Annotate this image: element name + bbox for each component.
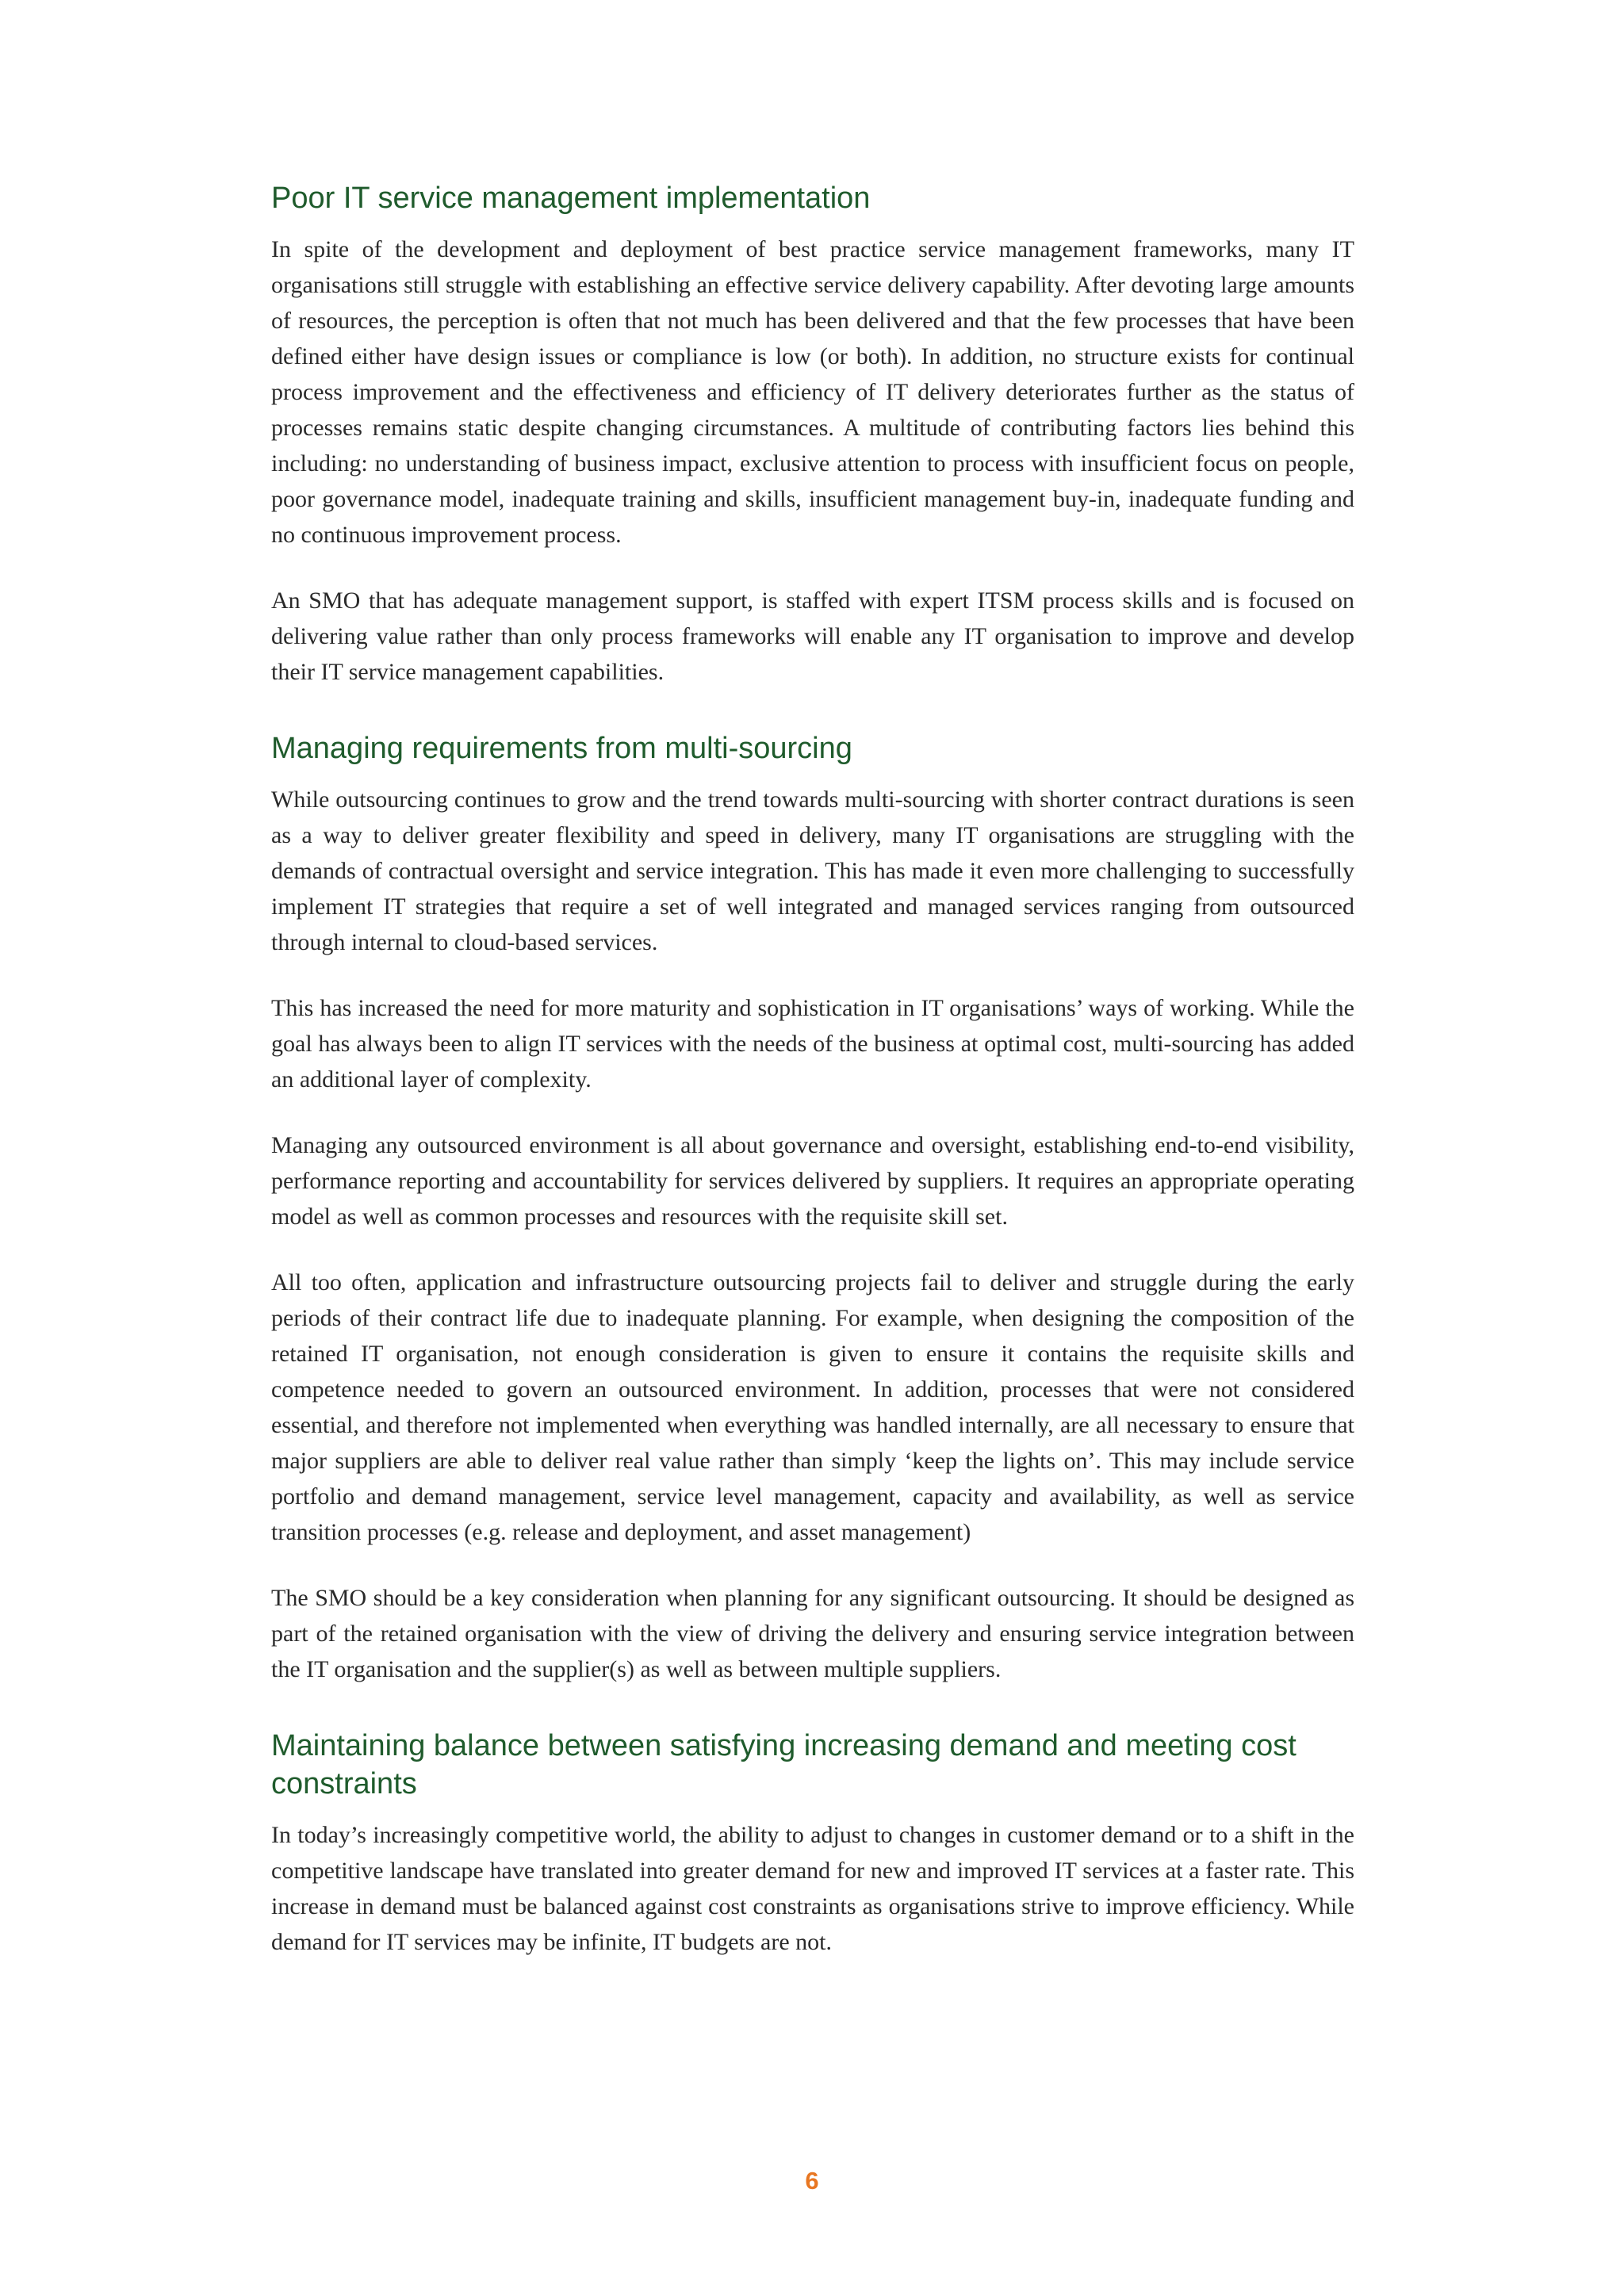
paragraph: An SMO that has adequate management support, is staffed with expert ITSM process skills and is focused on delivering value rather than only process frameworks will enable any IT organisation to improve and develop their IT service management capabilities. [271,587,1354,685]
paragraph: This has increased the need for more maturity and sophistication in IT organisations’ ways of working. While the goal has always been to align IT services with the needs of the business at optimal cost, multi-sourcing has added an additional layer of complexity. [271,995,1354,1093]
paragraph: All too often, application and infrastructure outsourcing projects fail to deliver and struggle during the early periods of their contract life due to inadequate planning. For example, when designing the composition of the retained IT organisation, not enough consideration is given to ensure it contains the requisite skills and competence needed to govern an outsourced environment. In addition, processes that were not considered essential, and therefore not implemented when everything was handled internally, are all necessary to ensure that major suppliers are able to deliver real value rather than simply ‘keep the lights on’. This may include service portfolio and demand management, service level management, capacity and availability, as well as service transition processes (e.g. release and deployment, and asset management) [271,1269,1354,1545]
paragraph: In today’s increasingly competitive world, the ability to adjust to changes in customer demand or to a shift in the competitive landscape have translated into greater demand for new and improved IT services at a faster rate. This increase in demand must be balanced against cost constraints as organisations strive to improve efficiency. While demand for IT services may be infinite, IT budgets are not. [271,1822,1354,1955]
page-content [271,179,1354,1960]
page-number: 6 [805,2167,819,2195]
paragraph: While outsourcing continues to grow and the trend towards multi-sourcing with shorter contract durations is seen as a way to deliver greater flexibility and speed in delivery, many IT organisations are struggling with the demands of contractual oversight and service integration. This has made it even more challenging to successfully implement IT strategies that require a set of well integrated and managed services ranging from outsourced through internal to cloud-based services. [271,786,1354,955]
paragraph: Managing any outsourced environment is all about governance and oversight, establishing end-to-end visibility, performance reporting and accountability for services delivered by suppliers. It requires an appropriate operating model as well as common processes and resources with the requisite skill set. [271,1132,1354,1230]
section-heading-demand-cost-balance: Maintaining balance between satisfying increasing demand and meeting cost constraints [271,1729,1297,1800]
paragraph: In spite of the development and deployment of best practice service management frameworks, many IT organisations still struggle with establishing an effective service delivery capability. After devoting large amounts of resources, the perception is often that not much has been delivered and that the few processes that have been defined either have design issues or compliance is low (or both). In addition, no structure exists for continual process improvement and the effectiveness and efficiency of IT delivery deteriorates further as the status of processes remains static despite changing circumstances. A multitude of contributing factors lies behind this including: no understanding of business impact, exclusive attention to process with insufficient focus on people, poor governance model, inadequate training and skills, insufficient management buy-in, inadequate funding and no continuous improvement process. [271,236,1354,548]
paragraph: The SMO should be a key consideration when planning for any significant outsourcing. It should be designed as part of the retained organisation with the view of driving the delivery and ensuring service integration between the IT organisation and the supplier(s) as well as between multiple suppliers. [271,1585,1354,1682]
section-heading-itsm-implementation: Poor IT service management implementation [271,182,871,215]
section-heading-multi-sourcing: Managing requirements from multi-sourcing [271,732,852,765]
